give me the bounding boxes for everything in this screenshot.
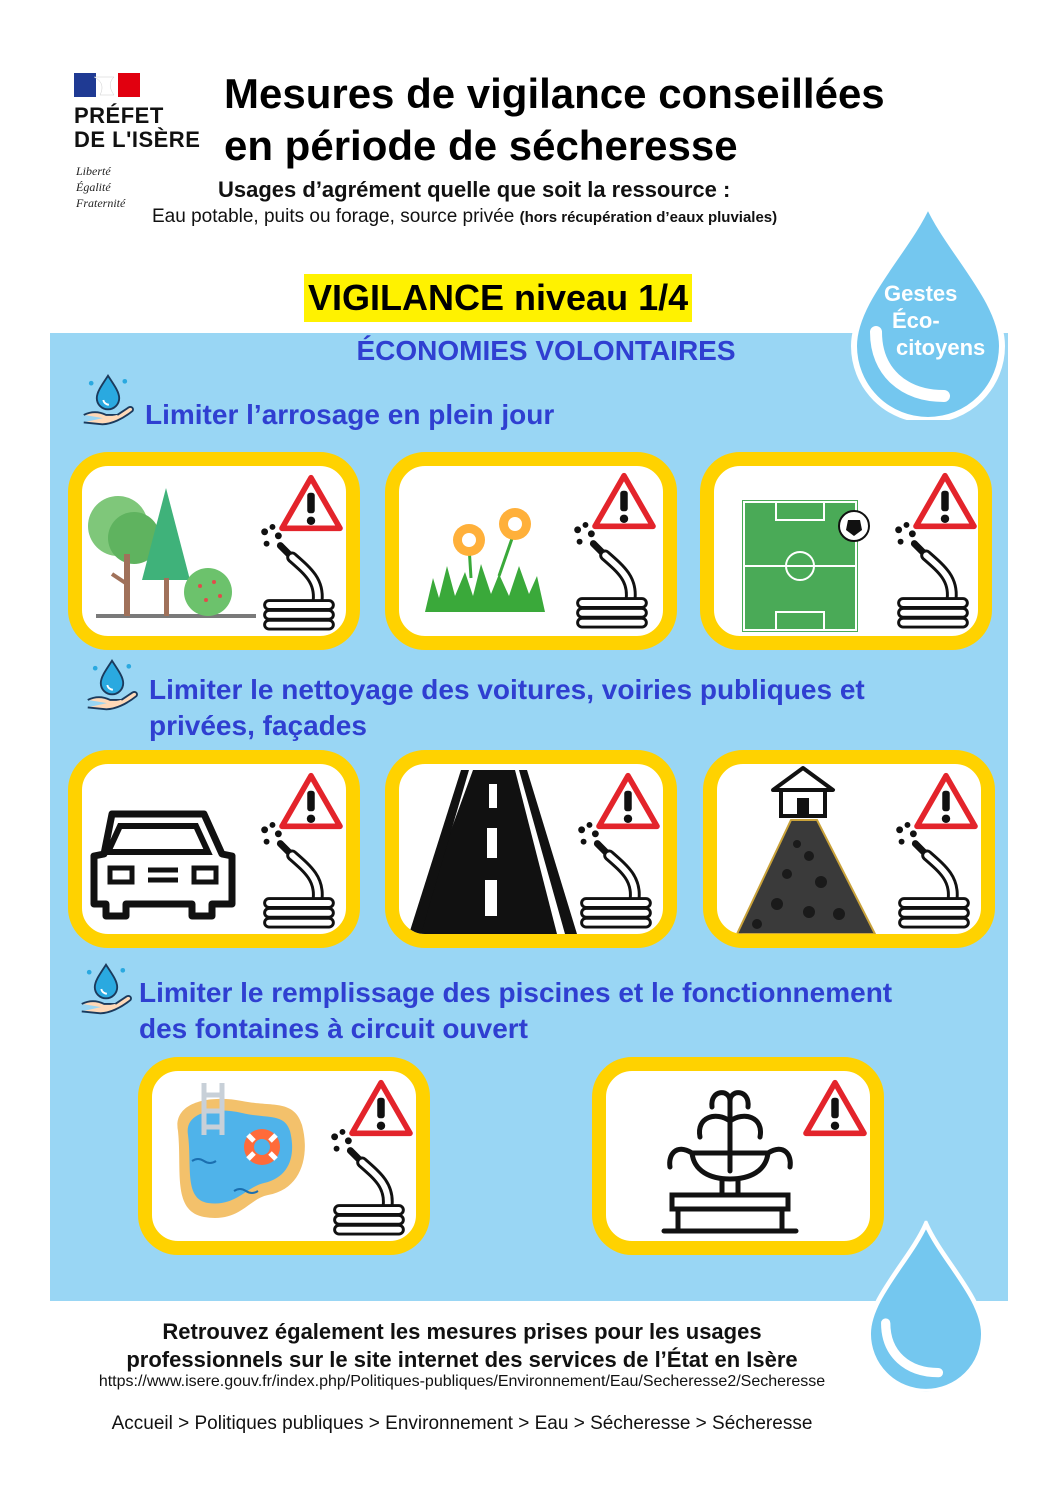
devise: [76, 163, 125, 211]
devise-fraternite: Fraternité: [76, 196, 126, 210]
footer-url-link[interactable]: https://www.isere.gouv.fr/index.php/Politiques-publiques/Environnement/Eau/Secheresse2/Secheresse: [98, 1373, 826, 1390]
marianne-logo-icon: [74, 73, 140, 97]
trees-illustration-icon: [82, 466, 346, 636]
section-title-cleaning-line-1: Limiter le nettoyage des voitures, voiries publiques et: [149, 674, 865, 705]
sources-line: [152, 206, 932, 228]
logo-line-2: DE L'ISÈRE: [74, 127, 201, 152]
flowers-illustration-icon: [399, 466, 663, 636]
panel-heading: ÉCONOMIES VOLONTAIRES: [356, 335, 736, 366]
footer-line-2: professionnels sur le site internet des services de l’État en Isère: [126, 1347, 798, 1372]
hand-water-drop-icon: [78, 961, 134, 1017]
badge-line-3: citoyens: [896, 335, 986, 360]
card-road: [385, 750, 677, 948]
swimming-pool-illustration-icon: [152, 1071, 416, 1241]
devise-egalite: Égalité: [76, 180, 111, 194]
prefecture-name: [74, 104, 200, 152]
page-title: [224, 68, 984, 172]
football-field-illustration-icon: [714, 466, 978, 636]
footer-line-1: Retrouvez également les mesures prises pour les usages: [162, 1319, 762, 1344]
sources-note: (hors récupération d’eaux pluviales): [519, 209, 778, 226]
card-football-field: [700, 452, 992, 650]
hand-water-drop-icon: [80, 372, 136, 428]
water-drop-icon: [864, 1218, 988, 1394]
hand-water-drop-icon: [84, 657, 140, 713]
road-illustration-icon: [399, 764, 663, 934]
card-fountain: [592, 1057, 884, 1255]
card-pool: [138, 1057, 430, 1255]
vigilance-level-banner: VIGILANCE niveau 1/4: [304, 274, 692, 322]
card-trees: [68, 452, 360, 650]
house-driveway-illustration-icon: [717, 764, 981, 934]
usages-subtitle: Usages d’agrément quelle que soit la ressource :: [218, 177, 731, 202]
devise-liberte: Liberté: [76, 164, 111, 178]
logo-line-1: PRÉFET: [74, 103, 164, 128]
card-driveway: [703, 750, 995, 948]
badge-line-2: Éco-: [892, 308, 940, 333]
breadcrumb: Accueil > Politiques publiques > Environnement > Eau > Sécheresse > Sécheresse: [111, 1413, 813, 1434]
badge-line-1: Gestes: [884, 281, 958, 306]
sources-text: Eau potable, puits ou forage, source privée: [152, 206, 515, 227]
section-title-pools-line-1: Limiter le remplissage des piscines et le fonctionnement: [139, 977, 893, 1008]
footer-info: [60, 1318, 864, 1374]
card-car: [68, 750, 360, 948]
section-title-pools-line-2: des fontaines à circuit ouvert: [139, 1013, 528, 1044]
section-title-cleaning: [149, 672, 865, 744]
card-flowers: [385, 452, 677, 650]
title-line-2: en période de sécheresse: [224, 122, 738, 169]
section-title-watering: Limiter l’arrosage en plein jour: [145, 399, 555, 430]
car-illustration-icon: [82, 764, 346, 934]
section-title-cleaning-line-2: privées, façades: [149, 710, 367, 741]
section-title-pools: [139, 975, 892, 1047]
title-line-1: Mesures de vigilance conseillées: [224, 70, 885, 117]
fountain-illustration-icon: [606, 1071, 870, 1241]
